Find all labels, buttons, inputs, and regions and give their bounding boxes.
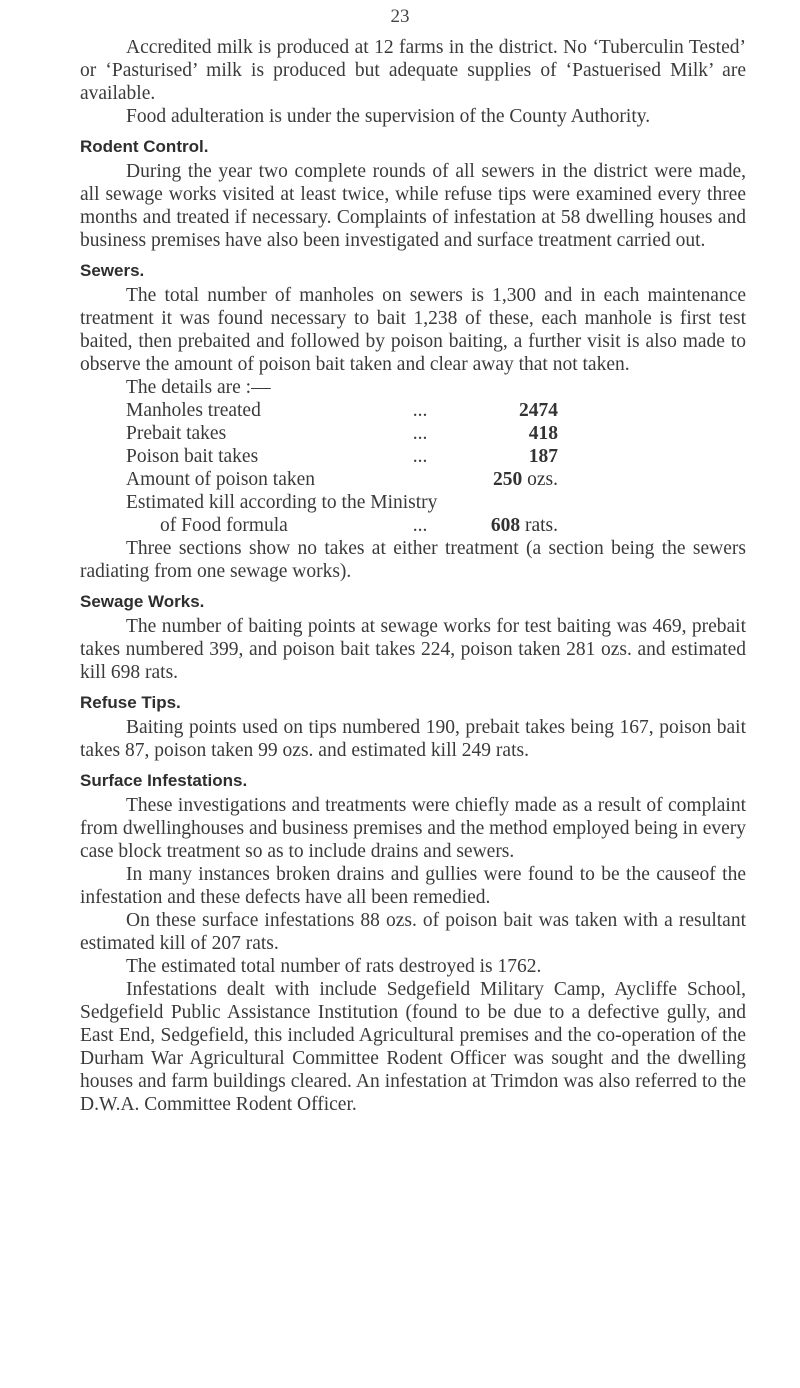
details-unit: ozs.: [522, 469, 558, 490]
details-table: [80, 399, 746, 537]
rodent-control-paragraph: During the year two complete rounds of all sewers in the district were made, all sewage works visited at least twice, while refuse tips were examined every three months and treated if necessary. Complaints of infestation at 58 dwelling houses and business premises have also been investigated and surface treatment carried out.: [80, 161, 746, 251]
refuse-tips-heading: Refuse Tips.: [80, 693, 181, 712]
sewers-heading: Sewers.: [80, 261, 145, 280]
sewage-works-paragraph: The number of baiting points at sewage works for test baiting was 469, prebait takes numbered 399, and poison bait takes 224, poison taken 281 ozs. and estimated kill 698 rats.: [80, 616, 746, 683]
sewage-works-heading: Sewage Works.: [80, 592, 205, 611]
surface-infestations-paragraph-5: Infestations dealt with include Sedgefield Military Camp, Aycliffe School, Sedgefield Public Assistance Institution (found to be due to a defective gully, and East End, Sedgefield, this included Agricultural premises and the co-operation of the Durham War Agricultural Committee Rodent Officer was sought and the dwelling houses and farm buildings cleared. An infestation at Trimdon was also referred to the D.W.A. Committee Rodent Officer.: [80, 979, 746, 1115]
rodent-control-heading: Rodent Control.: [80, 137, 209, 156]
details-row: [80, 468, 746, 491]
page-number: 23: [390, 6, 410, 27]
details-dots: ...: [412, 423, 428, 444]
details-label: Amount of poison taken: [126, 469, 316, 490]
refuse-tips-paragraph: Baiting points used on tips numbered 190, prebait takes being 167, poison bait takes 87, poison taken 99 ozs. and estimated kill 249 rats.: [80, 717, 746, 761]
page-content: [80, 36, 746, 1116]
surface-infestations-paragraph-3: On these surface infestations 88 ozs. of poison bait was taken with a resultant estimated kill of 207 rats.: [80, 910, 746, 954]
details-row: [80, 445, 746, 468]
details-label: Prebait takes: [126, 423, 227, 444]
estimate-label: of Food formula: [160, 515, 288, 536]
details-value: 187: [528, 446, 558, 467]
details-number: 250: [493, 469, 523, 490]
details-intro: The details are :—: [126, 377, 271, 398]
surface-infestations-paragraph-4: The estimated total number of rats destroyed is 1762.: [126, 956, 542, 977]
details-value: 418: [528, 423, 558, 444]
details-value: [448, 468, 558, 491]
sewers-paragraph-1: The total number of manholes on sewers is 1,300 and in each maintenance treatment it was found necessary to bait 1,238 of these, each manhole is first test baited, then prebaited and followed by poison baiting, a further visit is also made to observe the amount of poison bait taken and clear away that not taken.: [80, 285, 746, 375]
estimate-unit: rats.: [520, 515, 558, 536]
sewers-paragraph-2: Three sections show no takes at either treatment (a section being the sewers radiating from one sewage works).: [80, 538, 746, 582]
details-dots: ...: [412, 446, 428, 467]
details-value: 2474: [519, 400, 558, 421]
details-row: [80, 422, 746, 445]
surface-infestations-paragraph-1: These investigations and treatments were chiefly made as a result of complaint from dwellinghouses and business premises and the method employed being in every case block treatment so as to include drains and sewers.: [80, 795, 746, 862]
estimate-line-1: Estimated kill according to the Ministry: [126, 492, 438, 513]
intro-paragraph-1: Accredited milk is produced at 12 farms in the district. No ‘Tuberculin Tested’ or ‘Pasturised’ milk is produced but adequate supplies of ‘Pastuerised Milk’ are available.: [80, 37, 746, 104]
details-row: [80, 399, 746, 422]
estimate-number: 608: [490, 515, 521, 536]
details-label: Manholes treated: [126, 400, 261, 421]
surface-infestations-paragraph-2: In many instances broken drains and gullies were found to be the causeof the infestation and these defects have all been remedied.: [80, 864, 746, 908]
estimate-value: [448, 514, 558, 537]
estimate-line-2: [80, 514, 746, 537]
details-label: Poison bait takes: [126, 446, 259, 467]
intro-paragraph-2: Food adulteration is under the supervision of the County Authority.: [126, 106, 651, 127]
details-dots: ...: [412, 400, 428, 421]
surface-infestations-heading: Surface Infestations.: [80, 771, 248, 790]
details-dots: [392, 468, 448, 491]
estimate-dots: ...: [412, 515, 428, 536]
